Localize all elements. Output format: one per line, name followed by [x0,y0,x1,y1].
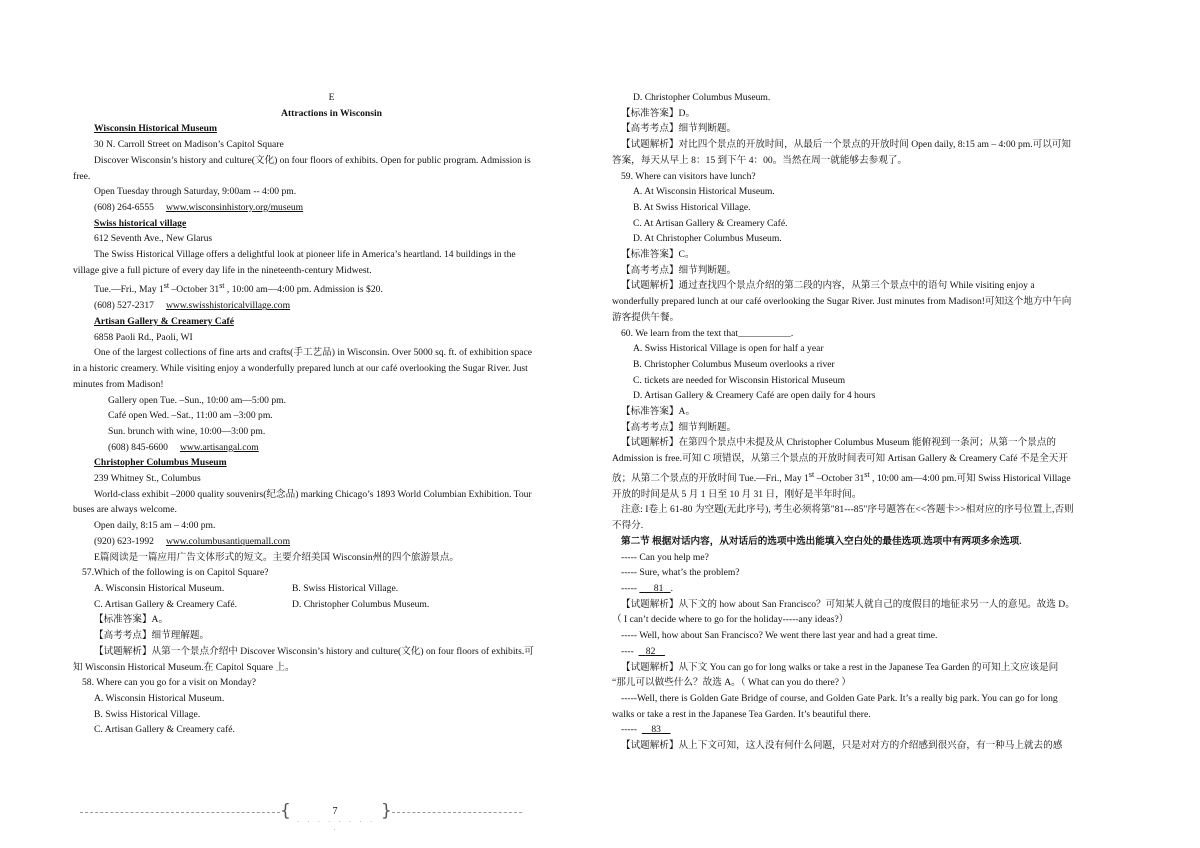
q58-point: 【高考考点】细节判断题。 [621,123,737,135]
q60-analysis-cont: Admission is free.可知 C 项错误，从第三个景点的开放时间表可知 Artisan Gallery & Creamery Café 不是全天开 [612,453,1068,465]
q60-analysis-hours: 放；从第二个景点的开放时间 Tue.—Fri., May 1st –October 31st , 10:00 am—4:00 pm.可知 Swiss Historical Village [612,469,1071,485]
museum-3-phone: (608) 845-6600 [108,441,168,453]
museum-1-address: 30 N. Carroll Street on Madison’s Capitol Square [94,139,284,151]
q58-option-d: D. Christopher Columbus Museum. [633,92,771,103]
q57-answer: 【标准答案】A。 [94,614,169,626]
museum-2-url[interactable]: www.swisshistoricalvillage.com [165,300,291,312]
museum-2-name: Swiss historical village [94,217,187,229]
museum-4-name: Christopher Columbus Museum [94,457,227,469]
q59-answer: 【标准答案】C。 [621,249,695,261]
dialogue-line-1: ----- Can you help me? [621,551,709,563]
museum-3-desc-cont: in a historic creamery. While visiting enjoy a wonderfully prepared lunch at our café overlooking the Sugar River. Just [73,363,528,375]
q60-option-d: D. Artisan Gallery & Creamery Café are open daily for 4 hours [633,390,876,402]
blank-83: 83 [651,724,661,736]
footer-brace-left: { [280,801,291,821]
museum-4-desc-cont: buses are always welcome. [73,504,177,516]
q60-option-b: B. Christopher Columbus Museum overlooks a river [633,358,835,370]
museum-3-url[interactable]: www.artisangal.com [179,441,259,453]
museum-3-name: Artisan Gallery & Creamery Café [94,316,234,328]
dialogue-line-6: -----Well, there is Golden Gate Bridge of course, and Golden Gate Park. It’s a really big park. You can go for long [621,692,1058,704]
q59-analysis-end: 游客提供午餐。 [612,311,680,323]
q59-option-d: D. At Christopher Columbus Museum. [633,233,782,245]
museum-4-url[interactable]: www.columbusantiquemall.com [165,535,291,547]
museum-1-url[interactable]: www.wisconsinhistory.org/museum [165,201,304,213]
q57-point: 【高考考点】细节理解题。 [94,630,210,642]
museum-4-hours: Open daily, 8:15 am – 4:00 pm. [94,520,216,532]
answer-sheet-note: 注意: I卷上 61-80 为空题(无此序号), 考生必须将第"81---85"序号题答在<<答题卡>>相对应的序号位置上,否则 [621,504,1074,516]
blank-81: 81 [653,582,664,594]
museum-3-contact [73,440,590,456]
q60-point: 【高考考点】细节判断题。 [621,421,737,433]
museum-2-desc: The Swiss Historical Village offers a delightful look at pioneer life in America’s heartland. 14 buildings in the [94,249,516,261]
q60-option-a: A. Swiss Historical Village is open for half a year [633,343,824,355]
q57-option-c: C. Artisan Gallery & Creamery Café. [94,598,238,610]
museum-4-contact [73,534,590,550]
q83-analysis: 【试题解析】从上下文可知，这人没有何什么问题，只是对对方的介绍感到很兴奋，有一种马上就去的感 [621,740,1063,752]
museum-2-address: 612 Seventh Ave., New Glarus [94,233,213,245]
footer-brace-right: } [381,801,392,821]
museum-1-hours: Open Tuesday through Saturday, 9:00am -- 4:00 pm. [94,186,297,198]
q57-option-b: B. Swiss Historical Village. [292,582,399,594]
q57-options-cd [73,597,590,613]
q57-analysis-cont: 知 Wisconsin Historical Museum.在 Capitol Square 上。 [73,661,295,673]
right-column [612,90,1129,754]
q59-point: 【高考考点】细节判断题。 [621,264,737,276]
q58-stem: 58. Where can you go for a visit on Monday? [82,677,257,689]
q57-analysis: 【试题解析】从第一个景点介绍中 Discover Wisconsin’s history and culture(文化) on four floors of exhibits.可 [94,645,534,657]
dialogue-line-82: ---- 82 [612,644,1129,660]
q57-option-d: D. Christopher Columbus Museum. [292,598,430,610]
q81-analysis: 【试题解析】从下文的 how about San Francisco？可知某人就自己的度假目的地征求另一人的意见。故选 D。 [621,598,1075,610]
q58-option-b: B. Swiss Historical Village. [94,708,201,720]
museum-1-name: Wisconsin Historical Museum [94,123,217,135]
museum-1-contact [73,200,590,216]
museum-3-address: 6858 Paoli Rd., Paoli, WI [94,331,193,343]
q59-analysis: 【试题解析】通过查找四个景点介绍的第二段的内容，从第三个景点中的语句 While visiting enjoy a [621,280,1035,292]
footer-rule-right [392,812,522,813]
q57-option-a: A. Wisconsin Historical Museum. [94,582,225,594]
q59-option-c: C. At Artisan Gallery & Creamery Café. [633,217,788,229]
museum-2-contact [73,298,590,314]
q60-analysis-end: 开放的时间是从 5 月 1 日至 10 月 31 日，刚好是半年时间。 [612,488,862,500]
q60-answer: 【标准答案】A。 [621,406,696,418]
museum-1-desc: Discover Wisconsin’s history and culture(文化) on four floors of exhibits. Open for public program. Admission is [94,154,531,166]
q82-analysis: 【试题解析】从下文 You can go for long walks or take a rest in the Japanese Tea Garden 的可知上文应该是问 [621,661,1059,673]
dialogue-line-81: ----- 81 . [612,581,1129,597]
q81-analysis-cont: （ I can’t decide where to go for the holiday-----any ideas?） [612,614,849,626]
answer-sheet-note-cont: 不得分. [612,520,644,532]
footer-dots: · · · · · · · · · [296,818,376,834]
museum-1-desc-cont: free. [73,170,91,182]
museum-1-phone: (608) 264-6555 [94,201,154,213]
left-column [73,90,590,738]
dialogue-line-83: ----- 83 [612,722,1129,738]
blank-82: 82 [645,645,656,657]
section-2-title: 第二节 根据对话内容，从对话后的选项中选出能填入空白处的最佳选项.选项中有两项多余选项. [621,535,1022,547]
q60-stem: 60. We learn from the text that___________. [621,327,794,339]
q57-stem: 57.Which of the following is on Capitol Square? [82,567,269,579]
q58-analysis: 【试题解析】对比四个景点的开放时间，从最后一个景点的开放时间 Open daily, 8:15 am – 4:00 pm.可以可知 [621,139,1072,151]
page-number: 7 [332,806,338,817]
museum-4-phone: (920) 623-1992 [94,535,154,547]
q82-analysis-cont: “那儿可以做些什么？故选 A。（ What can you do there? ） [612,677,851,689]
museum-4-address: 239 Whitney St., Columbus [94,473,201,485]
museum-2-phone: (608) 527-2317 [94,300,154,312]
q58-option-a: A. Wisconsin Historical Museum. [94,692,225,704]
q59-option-a: A. At Wisconsin Historical Museum. [633,186,775,198]
museum-2-desc-cont: village give a full picture of every day life in the nineteenth-century Midwest. [73,264,372,276]
museum-3-cafe-hours: Café open Wed. –Sat., 11:00 am –3:00 pm. [108,410,273,422]
q58-answer: 【标准答案】D。 [621,107,696,119]
passage-summary: E篇阅读是一篇应用广告文体形式的短文。主要介绍美国 Wisconsin州的四个旅游景点。 [94,551,459,563]
footer-rule-left [80,812,280,813]
dialogue-line-4: ----- Well, how about San Francisco? We went there last year and had a great time. [621,630,938,642]
page-title: Attractions in Wisconsin [281,107,382,119]
dialogue-line-2: ----- Sure, what’s the problem? [621,567,740,579]
q59-analysis-cont: wonderfully prepared lunch at our café overlooking the Sugar River. Just minutes from Madison!可知这个地方中午向 [612,296,1072,308]
q60-option-c: C. tickets are needed for Wisconsin Historical Museum [633,374,846,386]
q60-analysis: 【试题解析】在第四个景点中未提及从 Christopher Columbus Museum 能俯视到一条河；从第一个景点的 [621,437,1056,449]
q58-analysis-cont: 答案，每天从早上 8：15 到下午 4：00。当然在周一就能够去参观了。 [612,154,908,166]
museum-3-desc-end: minutes from Madison! [73,378,164,390]
q59-option-b: B. At Swiss Historical Village. [633,201,751,213]
museum-3-desc: One of the largest collections of fine arts and crafts(手工艺品) in Wisconsin. Over 5000 sq. ft. of exhibition space [94,347,533,359]
q58-option-c: C. Artisan Gallery & Creamery café. [94,724,235,736]
q60-blank: ___________ [738,327,791,339]
dialogue-line-6-cont: walks or take a rest in the Japanese Tea Garden. It’s beautiful there. [612,708,871,720]
q59-stem: 59. Where can visitors have lunch? [621,170,756,182]
museum-4-desc: World-class exhibit –2000 quality souvenirs(纪念品) marking Chicago’s 1893 World Columbian Exhibition. Tour [94,488,532,500]
museum-2-hours: Tue.—Fri., May 1st –October 31st , 10:00 am—4:00 pm. Admission is $20. [94,281,383,296]
q57-options-ab [73,581,590,597]
museum-3-brunch-hours: Sun. brunch with wine, 10:00—3:00 pm. [108,425,266,437]
section-letter: E [328,92,335,103]
museum-3-gallery-hours: Gallery open Tue. –Sun., 10:00 am—5:00 pm. [108,394,287,406]
